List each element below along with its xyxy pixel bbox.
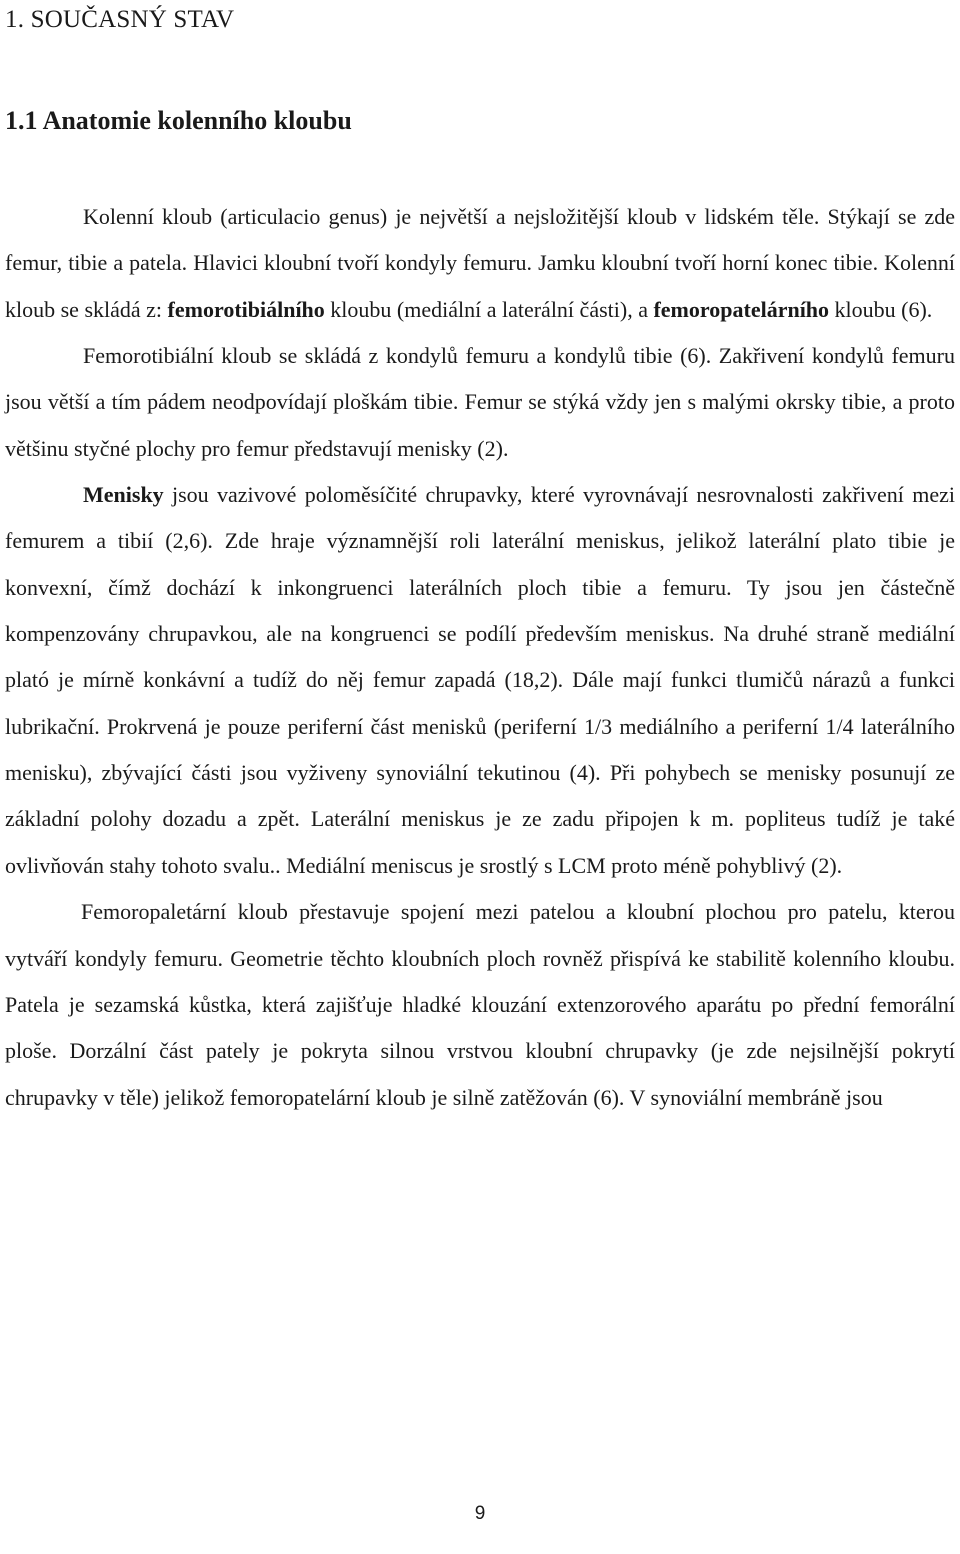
section-heading: 1.1 Anatomie kolenního kloubu xyxy=(5,106,352,135)
paragraph-femorotibial xyxy=(5,333,955,472)
paragraph-text: jsou vazivové poloměsíčité chrupavky, které vyrovnávají nesrovnalosti zakřivení mezi femurem a tibií (2,6). Zde hraje významnější roli laterální meniskus, jelikož laterální plato tibie je konvexní, čímž dochází k inkongruenci laterálních ploch tibie a femuru. Ty jsou jen částečně kompenzovány chrupavkou, ale na kongruenci se podílí především meniskus. Na druhé straně mediální plató je mírně konkávní a tudíž do něj femur zapadá (18,2). Dále mají funkci tlumičů nárazů a funkci lubrikační. Prokrvená je pouze periferní část menisků (periferní 1/3 mediálního a periferní 1/4 laterálního menisku), zbývající části jsou vyživeny synoviální tekutinou (4). Při pohybech se menisky posunují ze základní polohy dozadu a zpět. Laterální meniskus je ze zadu připojen k m. popliteus tudíž je také ovlivňován stahy tohoto svalu.. Mediální meniscus je srostlý s LCM proto méně pohyblivý (2). xyxy=(5,482,955,878)
paragraph-text: Femoropaletární kloub přestavuje spojení mezi patelou a kloubní plochou pro patelu, kterou vytváří kondyly femuru. Geometrie těchto kloubních ploch rovněž přispívá ke stabilitě kolenního kloubu. Patela je sezamská kůstka, která zajišťuje hladké klouzání extenzorového aparátu po přední femorální ploše. Dorzální část pately je pokryta silnou vrstvou kloubní chrupavky (je zde nejsilnější pokrytí chrupavky v těle) jelikož femoropatelární kloub je silně zatěžován (6). V synoviální membráně jsou xyxy=(5,899,955,1110)
paragraph-text: Femorotibiální kloub se skládá z kondylů femuru a kondylů tibie (6). Zakřivení kondylů femuru jsou větší a tím pádem neodpovídají ploškám tibie. Femur se stýká vždy jen s malými okrsky tibie, a proto většinu styčné plochy pro femur představují menisky (2). xyxy=(5,343,955,461)
paragraph-menisci xyxy=(5,472,955,889)
paragraph-text: Kolenní kloub (articulacio genus) je největší a nejsložitější kloub v lidském těle. Stýkají se zde femur, tibie a patela. Hlavici kloubní tvoří kondyly femuru. Jamku kloubní tvoří horní konec tibie. Kolenní kloub se skládá z: xyxy=(5,204,955,322)
bold-term-femorotibial: femorotibiálního xyxy=(167,296,325,322)
paragraph-text: kloubu (mediální a laterální části), a xyxy=(324,296,654,322)
paragraph-text: kloubu (6). xyxy=(829,296,933,322)
paragraph-knee-joint xyxy=(5,194,955,333)
bold-term-femoropatellar: femoropatelárního xyxy=(653,296,830,322)
body-text xyxy=(5,194,955,1121)
chapter-heading: 1. SOUČASNÝ STAV xyxy=(5,6,235,33)
bold-term-menisky: Menisky xyxy=(83,482,164,508)
page-number: 9 xyxy=(474,1503,486,1524)
paragraph-femoropatellar xyxy=(5,889,955,1121)
